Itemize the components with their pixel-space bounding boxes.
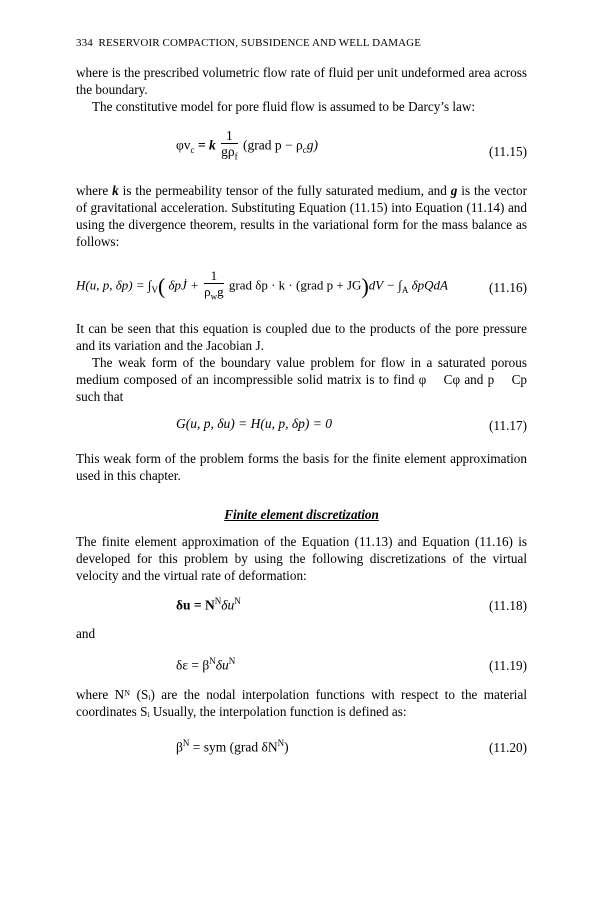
equation-11-20: $\beta^N$ = sym (grad $\delta N^N$) (11.20) — [176, 738, 527, 755]
paragraph-permeability: where k is the permeability tensor of the fully saturated medium, and g is the vector of gravitational acceleration. Substituting Equation (11.15) into Equation (11.14) and using the divergence theorem, results in the variational form for the mass balance as follows: — [76, 183, 527, 249]
equation-11-19: $\delta\varepsilon = \beta^N\delta u^N$ (11.19) — [176, 656, 527, 673]
paragraph-fe-approximation: The finite element approximation of the Equation (11.13) and Equation (11.16) is developed for this problem by using the following discretizations of the virtual velocity and the virtual rate of deformation: — [76, 534, 527, 583]
running-title: RESERVOIR COMPACTION, SUBSIDENCE AND WELL DAMAGE — [98, 37, 422, 49]
paragraph-boundary-flow: where is the prescribed volumetric flow rate of fluid per unit undeformed area across the boundary. — [76, 65, 527, 97]
equation-11-18: $\delta u = N^N\delta u^N$ (11.18) — [176, 596, 527, 613]
page-number: 334 — [76, 37, 93, 49]
paragraph-interpolation: where Nᴺ (Sᵢ) are the nodal interpolation functions with respect to the material coordinates Sᵢ Usually, the interpolation function is defined as: — [76, 687, 527, 719]
paragraph-weak-form-basis: This weak form of the problem forms the basis for the finite element approximation used in this chapter. — [76, 451, 527, 483]
equation-number-11-20: (11.20) — [489, 740, 527, 755]
paragraph-darcy-intro: The constitutive model for pore fluid flow is assumed to be Darcy’s law: — [92, 99, 476, 114]
equation-number-11-16: (11.16) — [489, 280, 527, 295]
equation-11-17: G(u, p, δu) = H(u, p, δp) = 0 (11.17) — [176, 416, 527, 433]
section-heading: Finite element discretization — [224, 507, 379, 522]
equation-11-15: $\varphi v_c = k$ $\frac{1}{g\rho_f}$ (grad $p - \rho_cg$) (11.15) — [176, 128, 527, 162]
equation-11-16: H(u, p, $\delta p) = \int_V$( δpJ̇ + $\frac{1}{\rho_wg}$ grad δp · k · (grad $p + JG)dV - \int_A$ δpQdA (11.16) — [76, 268, 527, 302]
equation-number-11-15: (11.15) — [489, 144, 527, 159]
running-header — [76, 37, 421, 49]
equation-number-11-18: (11.18) — [489, 598, 527, 613]
text-and: and — [76, 626, 96, 641]
paragraph-weak-form: The weak form of the boundary value problem for flow in a saturated porous medium composed of an incompressible solid matrix is to find φ Cφ and p Cp such that — [76, 355, 527, 404]
equation-number-11-17: (11.17) — [489, 418, 527, 433]
equation-number-11-19: (11.19) — [489, 658, 527, 673]
paragraph-coupling: It can be seen that this equation is coupled due to the products of the pore pressure and its variation and the Jacobian J. — [76, 321, 527, 353]
